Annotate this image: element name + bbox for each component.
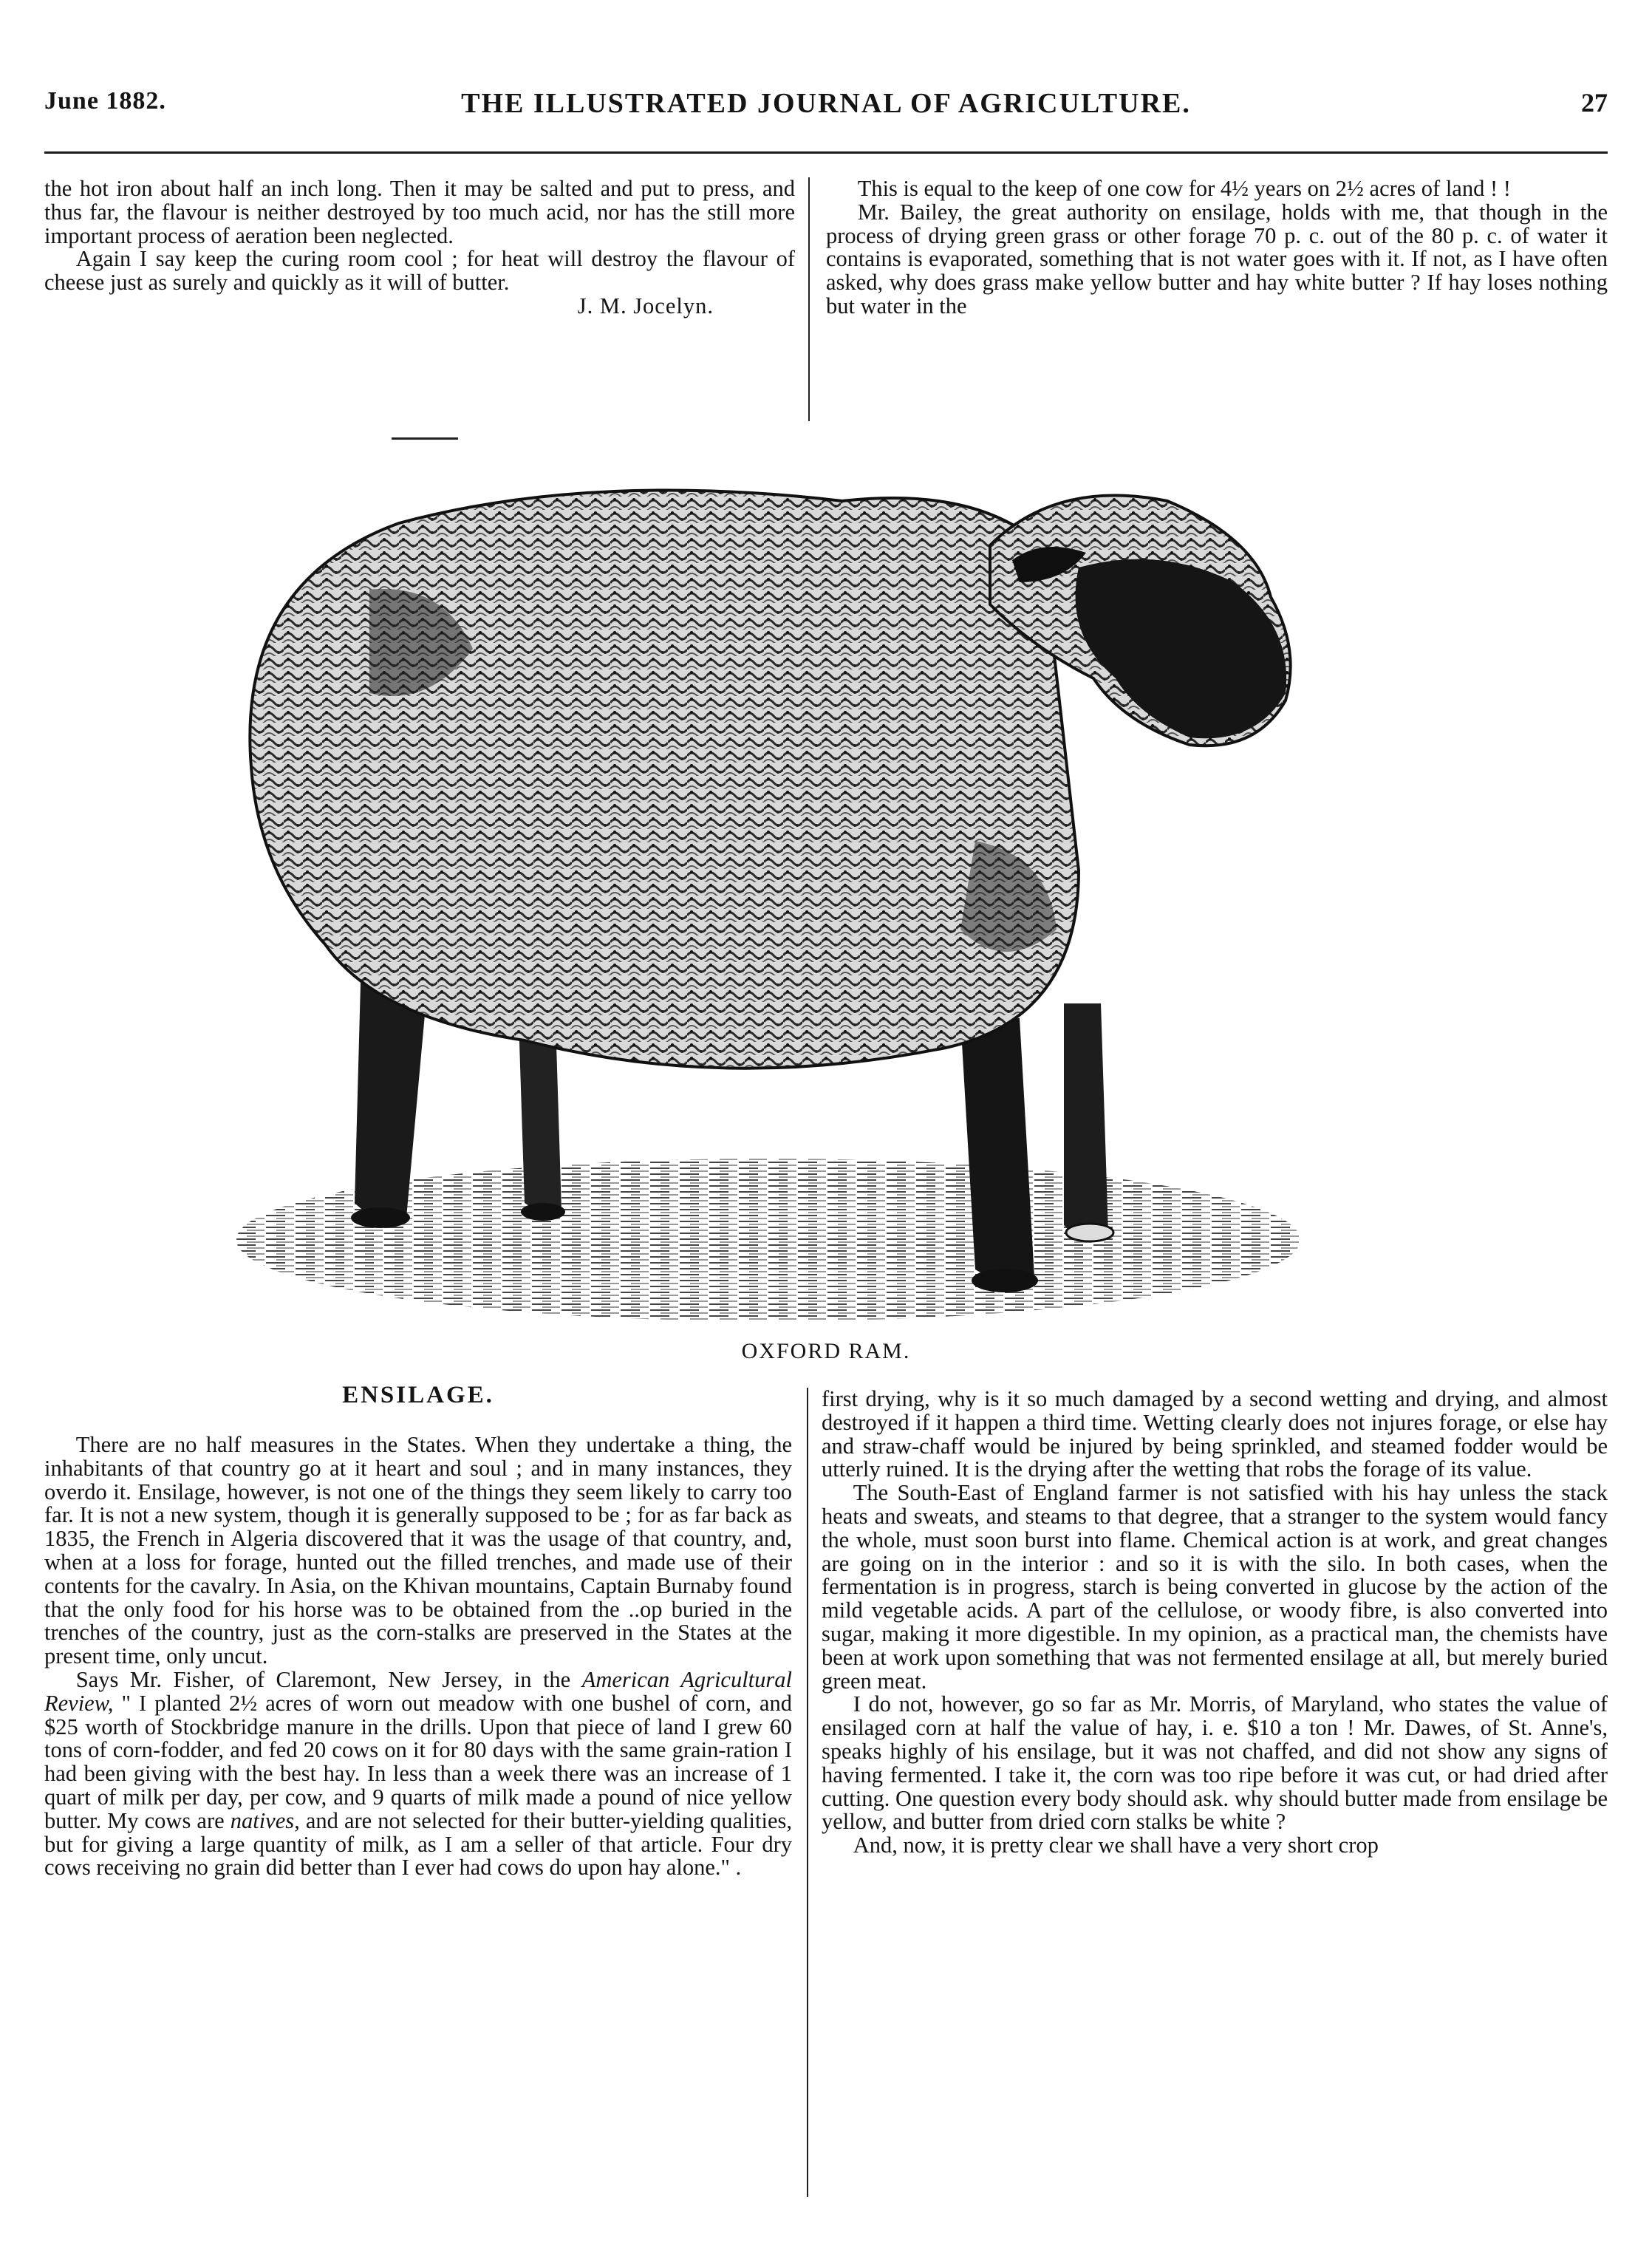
paragraph: The South-East of England farmer is not satisfied with his hay unless the stack heats and sweats, and steams to that degree, that a stranger to the system would fancy the whole, must soon burst into flame. Chemical action is at work, and great changes are going on in the interior : and so it is with the silo. In both cases, when the fermentation is in progress, starch is being converted in glucose by the action of the mild vegetable acids. A part of the cellulose, or woody fibre, is also converted into sugar, making it more digestible. In my opinion, as a practical man, the chemists have been at work upon something that was not fermented ensilage at all, but merely buried green meat. bbox=[822, 1480, 1608, 1694]
article-end-rule bbox=[392, 437, 458, 440]
column-bottom-left bbox=[44, 1434, 792, 1880]
column-divider bbox=[807, 1388, 808, 2197]
paragraph-fisher-quote bbox=[44, 1668, 792, 1880]
paragraph: first drying, why is it so much damaged by a second wetting and drying, and almost destroyed if it happen a third time. Wetting clearly does not injures forage, or else hay and straw-chaff would be injured by being sprinkled, and steamed fodder would be utterly ruined. It is the drying after the wetting that robs the forage of its value. bbox=[822, 1386, 1608, 1482]
header-rule bbox=[44, 151, 1608, 154]
journal-title: THE ILLUSTRATED JOURNAL OF AGRICULTURE. bbox=[461, 88, 1191, 119]
column-bottom-right bbox=[822, 1388, 1608, 1858]
illustration-caption: OXFORD RAM. bbox=[741, 1339, 911, 1363]
publication-title: American Agricultural Review, bbox=[44, 1666, 792, 1716]
running-head bbox=[44, 87, 1608, 126]
paragraph: Again I say keep the curing room cool ; for heat will destroy the flavour of cheese just as surely and quickly as it will of butter. bbox=[44, 246, 795, 296]
column-top-right bbox=[826, 177, 1608, 318]
text-run: and are not selected for their butter-yielding qualities, but for giving a large quantity of milk, as I am a seller of that article. Four dry cows receiving no grain did better than I ever had cows do upon hay alone." . bbox=[44, 1807, 793, 1881]
text-run: " I planted 2½ acres of worn out meadow with one bushel of corn, and $25 worth of Stockbridge manure in the drills. Upon that piece of land I grew 60 tons of corn-fodder, and fed 20 cows on it for 80 days with the same grain-ration I had been giving with the best hay. In less than a week there was an increase of 1 quart of milk per day, per cow, and 9 quarts of milk made a pound of nice yellow butter. My cows are bbox=[44, 1690, 792, 1833]
column-top-left bbox=[44, 177, 795, 318]
paragraph: And, now, it is pretty clear we shall have a very short crop bbox=[853, 1833, 1379, 1858]
author-signature: J. M. Jocelyn. bbox=[577, 293, 714, 318]
paragraph: Mr. Bailey, the great authority on ensilage, holds with me, that though in the process of drying green grass or other forage 70 p. c. out of the 80 p. c. of water it contains is evaporated, something that is not water goes with it. If not, as I have often asked, why does grass make yellow butter and hay white butter ? If hay loses nothing but water in the bbox=[826, 199, 1608, 318]
paragraph: the hot iron about half an inch long. Then it may be salted and put to press, and thus far, the flavour is neither destroyed by too much acid, nor has the still more important process of aeration been neglected. bbox=[44, 176, 795, 248]
paragraph: I do not, however, go so far as Mr. Morris, of Maryland, who states the value of ensilaged corn at half the value of hay, i. e. $10 a ton ! Mr. Dawes, of St. Anne's, speaks highly of his ensilage, but it was not chaffed, and did not show any signs of having fermented. I take it, the corn was too ripe before it was cut, or had dried after cutting. One question every body should ask. why should butter made from ensilage be yellow, and butter from dried corn stalks be white ? bbox=[822, 1691, 1608, 1835]
page-number: 27 bbox=[1581, 88, 1608, 117]
emphasis-word: natives, bbox=[230, 1807, 300, 1833]
oxford-ram-engraving bbox=[207, 457, 1374, 1336]
column-divider bbox=[808, 177, 810, 421]
paragraph: There are no half measures in the States. When they undertake a thing, the inhabitants of that country go at it heart and soul ; and in many instances, they overdo it. Ensilage, however, is not one of the things they seem likely to carry too far. It is not a new system, though it is generally supposed to be ; for as far back as 1835, the French in Algeria discovered that it was the usage of that country, and, when at a loss for forage, hunted out the filled trenches, and made use of their contents for the cavalry. In Asia, on the Khivan mountains, Captain Burnaby found that the only food for his horse was to be obtained from the ..op buried in the trenches of the country, just as the corn-stalks are preserved in the States at the present time, only uncut. bbox=[44, 1432, 792, 1669]
paragraph: This is equal to the keep of one cow for 4½ years on 2½ acres of land ! ! bbox=[857, 176, 1511, 201]
section-heading-ensilage: ENSILAGE. bbox=[342, 1382, 494, 1408]
text-run: Says Mr. Fisher, of Claremont, New Jersey, in the bbox=[75, 1666, 582, 1692]
issue-date: June 1882. bbox=[44, 87, 166, 115]
